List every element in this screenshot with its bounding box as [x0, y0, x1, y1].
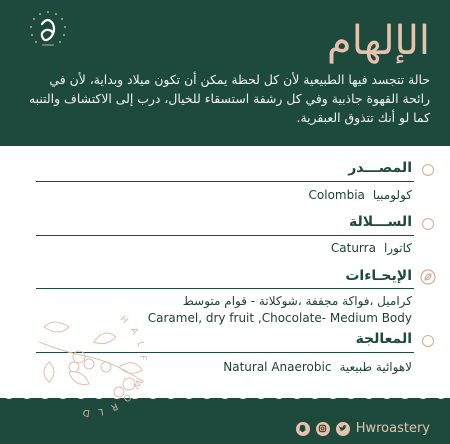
notes-title: الإيحـاءات: [345, 268, 412, 284]
notes-value-ar: كراميل ،فواكة مجففة ،شوكلاتة - قوام متوسط: [182, 294, 412, 308]
origin-bullet-icon: [422, 164, 434, 176]
instagram-icon[interactable]: [316, 422, 330, 436]
origin-value-ar: كولومبيا: [372, 188, 412, 202]
variety-bullet-icon: [422, 218, 434, 230]
variety-value-en: Caturra: [330, 241, 376, 255]
variety-divider: [36, 235, 414, 236]
svg-text:HALF WORLD: [74, 314, 147, 417]
notes-divider: [36, 288, 414, 289]
social-handle[interactable]: Hwroastery: [355, 421, 430, 436]
ring-text: HALF WORLD: [74, 314, 148, 418]
variety-value-ar: كاتورا: [383, 241, 412, 255]
process-value-en: Natural Anaerobic: [223, 360, 332, 374]
snapchat-icon[interactable]: [296, 422, 310, 436]
ring-text-decoration: [30, 300, 150, 420]
page-title: الإلهام: [326, 18, 430, 64]
variety-title: الســـلالة: [348, 214, 412, 230]
process-value-ar: لاهوائية طبيعية: [339, 360, 412, 374]
origin-value-en: Colombia: [308, 188, 365, 202]
origin-value: [309, 188, 412, 202]
brand-logo-icon: [26, 8, 70, 52]
notes-value-en: Caramel, dry fruit ,Chocolate- Medium Body: [147, 311, 412, 325]
origin-divider: [36, 181, 414, 182]
variety-value: [331, 241, 412, 255]
social-footer: [296, 421, 430, 436]
leaf-icon: [420, 269, 436, 285]
intro-paragraph: حالة تتجسد فيها الطبيعية لأن كل لحظة يمكن أن تكون ميلاد وبداية، لأن في رائحة القهوة جاذبية وفي كل رشفة استسقاء للخيال، درب إلى الاكتشاف والتنبه كما لو أنك تتذوق العبقرية.: [29, 72, 430, 125]
process-bullet-icon: [422, 335, 434, 347]
twitter-icon[interactable]: [336, 422, 350, 436]
process-title: المعالجة: [355, 331, 412, 347]
process-value: [223, 360, 412, 374]
origin-title: المصـــدر: [348, 160, 412, 176]
scallop-top: [0, 140, 450, 154]
